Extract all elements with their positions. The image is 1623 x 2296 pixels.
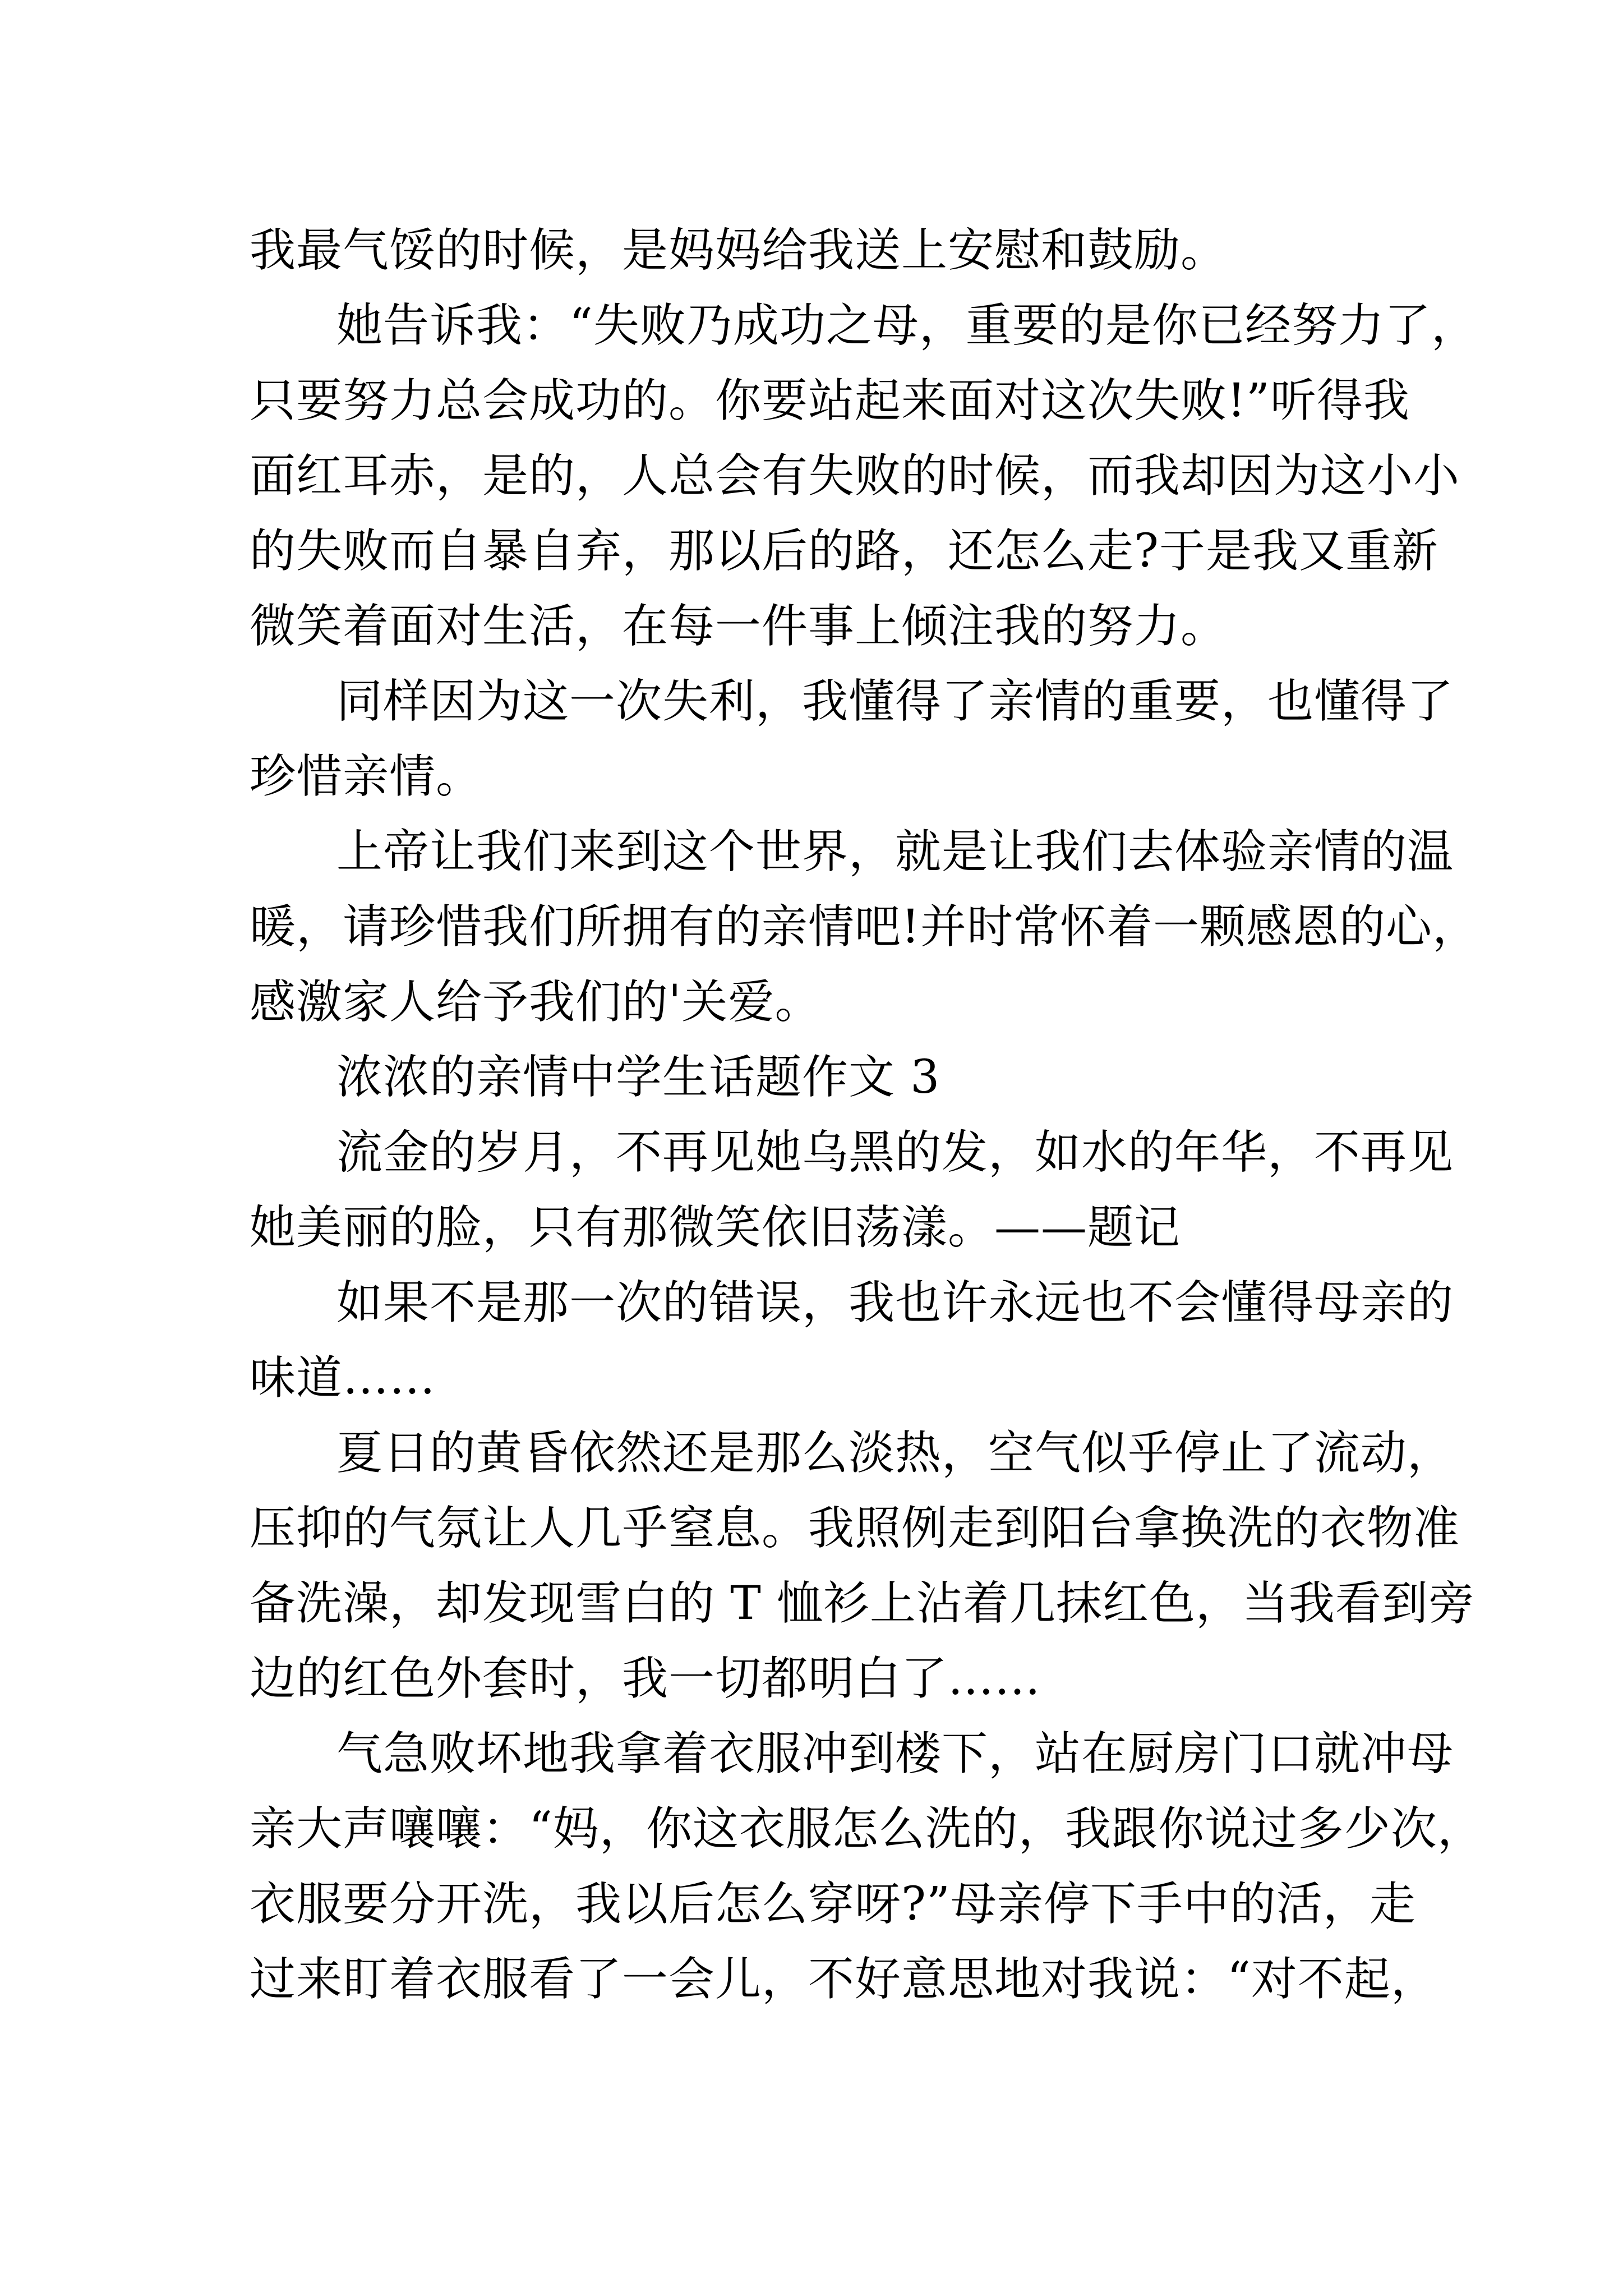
text-line: 边的红色外套时，我一切都明白了…… (250, 1652, 1041, 1705)
text-line: 备洗澡，却发现雪白的 T 恤衫上沾着几抹红色，当我看到旁 (250, 1577, 1475, 1630)
text-line: 亲大声嚷嚷：“妈，你这衣服怎么洗的，我跟你说过多少次， (250, 1802, 1484, 1856)
text-line: 如果不是那一次的错误，我也许永远也不会懂得母亲的 (336, 1276, 1454, 1329)
text-line: 我最气馁的时候，是妈妈给我送上安慰和鼓励。 (250, 224, 1228, 277)
text-line: 暖，请珍惜我们所拥有的亲情吧!并时常怀着一颗感恩的心， (250, 900, 1479, 954)
text-line: 流金的岁月，不再见她乌黑的发，如水的年华，不再见 (336, 1126, 1454, 1179)
text-line: 味道…… (250, 1351, 436, 1405)
text-line: 同样因为这一次失利，我懂得了亲情的重要，也懂得了 (336, 675, 1454, 728)
text-line: 面红耳赤，是的，人总会有失败的时候，而我却因为这小小 (250, 449, 1460, 503)
text-line: 的失败而自暴自弃，那以后的路，还怎么走?于是我又重新 (250, 524, 1438, 578)
text-line: 过来盯着衣服看了一会儿，不好意思地对我说：“对不起， (250, 1953, 1437, 2006)
text-line: 她美丽的脸，只有那微笑依旧荡漾。——题记 (250, 1201, 1181, 1254)
text-line: 衣服要分开洗，我以后怎么穿呀?”母亲停下手中的活，走 (250, 1878, 1416, 1931)
section-heading: 浓浓的亲情中学生话题作文 3 (336, 1051, 940, 1104)
text-line: 上帝让我们来到这个世界，就是让我们去体验亲情的温 (336, 825, 1454, 878)
text-line: 压抑的气氛让人几乎窒息。我照例走到阳台拿换洗的衣物准 (250, 1502, 1460, 1555)
text-line: 微笑着面对生活，在每一件事上倾注我的努力。 (250, 600, 1228, 653)
text-line: 只要努力总会成功的。你要站起来面对这次失败!”听得我 (250, 374, 1410, 427)
text-line: 夏日的黄昏依然还是那么淡热，空气似乎停止了流动， (336, 1427, 1454, 1480)
text-line: 感激家人给予我们的'关爱。 (250, 976, 822, 1029)
text-line: 气急败坏地我拿着衣服冲到楼下，站在厨房门口就冲母 (336, 1727, 1454, 1780)
body-text (250, 213, 1484, 2017)
text-line: 她告诉我：“失败乃成功之母，重要的是你已经努力了， (336, 299, 1478, 352)
text-line: 珍惜亲情。 (250, 750, 483, 803)
